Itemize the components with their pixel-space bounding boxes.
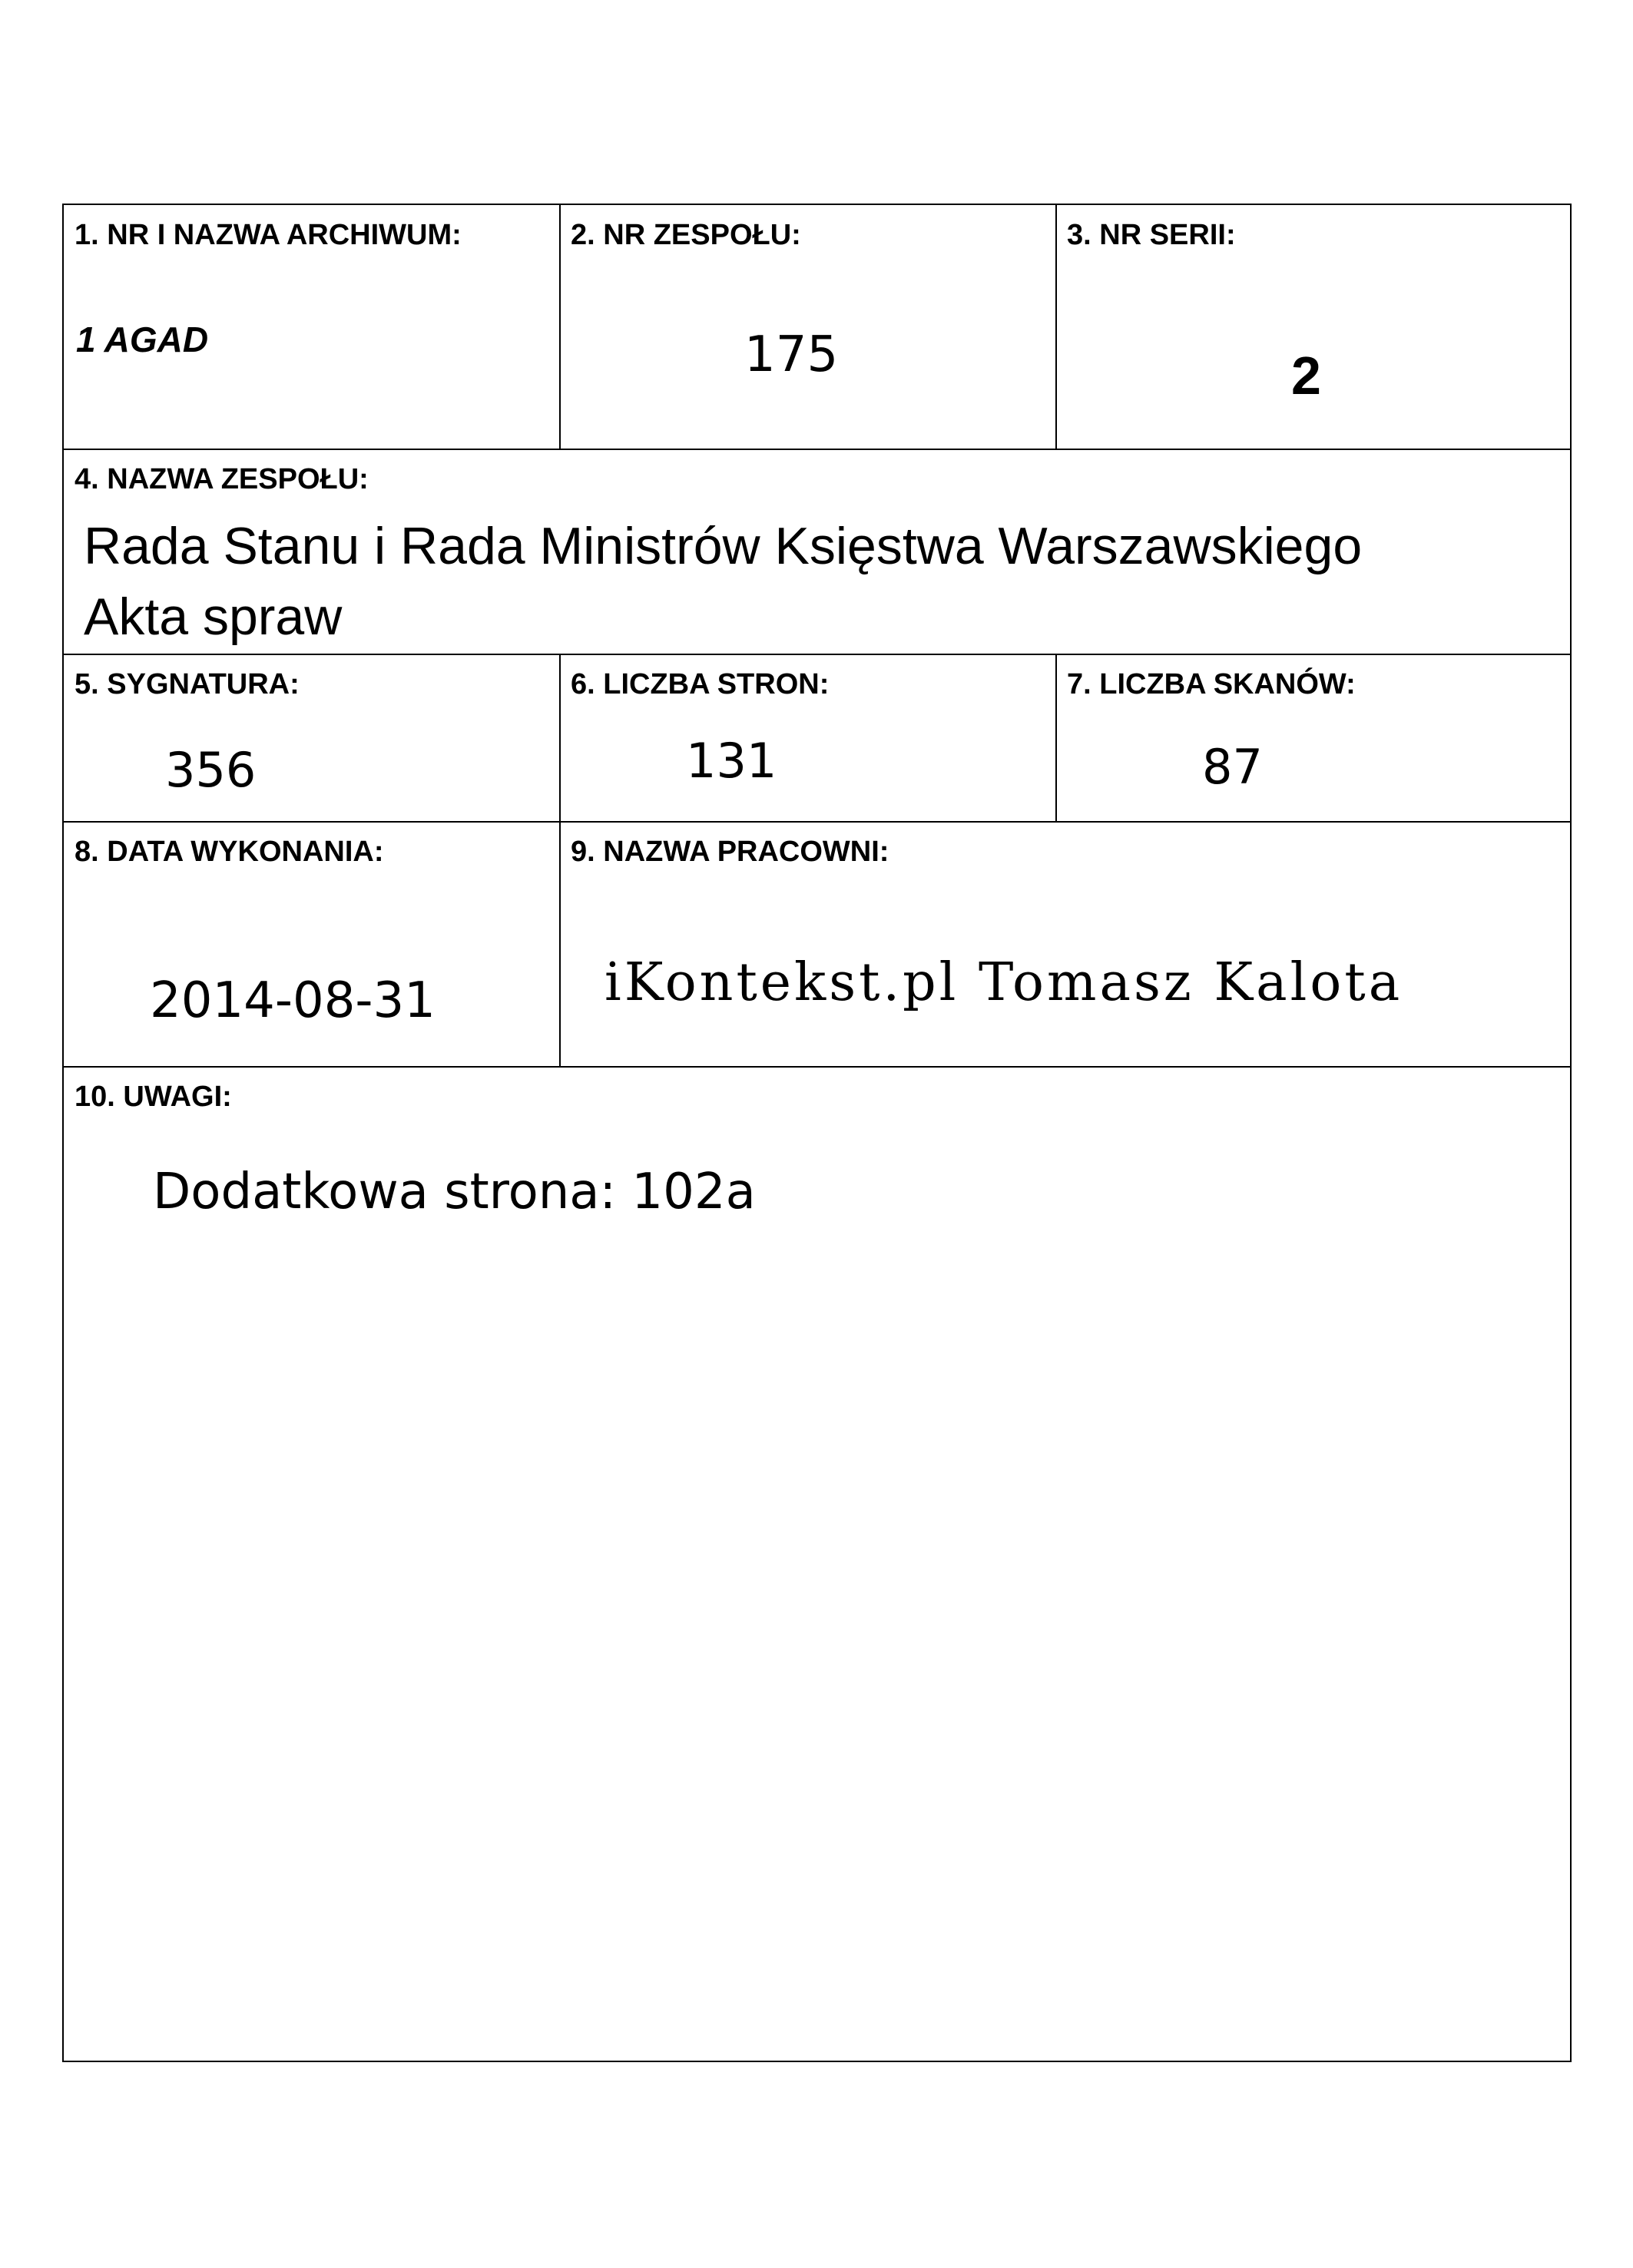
col-divider-r3-a bbox=[559, 654, 561, 822]
workshop-cell bbox=[560, 822, 1572, 1067]
col-divider-r4 bbox=[559, 822, 561, 1067]
workshop-label: 9. NAZWA PRACOWNI: bbox=[571, 836, 889, 868]
col-divider-r1-b bbox=[1055, 205, 1057, 449]
fonds-number-cell bbox=[560, 205, 1056, 449]
fonds-name-line-1: Rada Stanu i Rada Ministrów Księstwa Warszawskiego bbox=[84, 517, 1363, 575]
fonds-name-label: 4. NAZWA ZESPOŁU: bbox=[75, 463, 369, 495]
row-divider-3 bbox=[64, 821, 1572, 823]
fonds-name-value bbox=[84, 511, 1362, 652]
signature-cell bbox=[64, 654, 560, 822]
fonds-number-label: 2. NR ZESPOŁU: bbox=[571, 219, 801, 251]
row-divider-2 bbox=[64, 654, 1572, 655]
notes-value: Dodatkowa strona: 102a bbox=[153, 1164, 756, 1220]
notes-cell bbox=[64, 1067, 1572, 2062]
page-count-label: 6. LICZBA STRON: bbox=[571, 668, 830, 700]
page-count-cell bbox=[560, 654, 1056, 822]
signature-value: 356 bbox=[165, 742, 257, 798]
fonds-name-line-2: Akta spraw bbox=[84, 588, 343, 646]
archive-label: 1. NR I NAZWA ARCHIWUM: bbox=[75, 219, 462, 251]
col-divider-r1-a bbox=[559, 205, 561, 449]
page-count-value: 131 bbox=[686, 733, 777, 789]
fonds-number-value: 175 bbox=[744, 326, 839, 383]
scan-count-label: 7. LICZBA SKANÓW: bbox=[1067, 668, 1356, 700]
date-value: 2014-08-31 bbox=[150, 972, 436, 1029]
row-divider-1 bbox=[64, 449, 1572, 450]
series-value: 2 bbox=[1291, 346, 1321, 406]
archive-cell bbox=[64, 205, 560, 449]
date-label: 8. DATA WYKONANIA: bbox=[75, 836, 384, 868]
scan-count-cell bbox=[1056, 654, 1572, 822]
col-divider-r3-b bbox=[1055, 654, 1057, 822]
row-divider-4 bbox=[64, 1066, 1572, 1068]
archive-metadata-form bbox=[62, 204, 1572, 2062]
series-label: 3. NR SERII: bbox=[1067, 219, 1236, 251]
series-cell bbox=[1056, 205, 1572, 449]
notes-label: 10. UWAGI: bbox=[75, 1081, 232, 1113]
archive-value: 1 AGAD bbox=[76, 320, 209, 359]
signature-label: 5. SYGNATURA: bbox=[75, 668, 300, 700]
workshop-value: iKontekst.pl Tomasz Kalota bbox=[605, 952, 1403, 1013]
fonds-name-cell bbox=[64, 449, 1572, 654]
scan-count-value: 87 bbox=[1202, 739, 1263, 795]
date-cell bbox=[64, 822, 560, 1067]
